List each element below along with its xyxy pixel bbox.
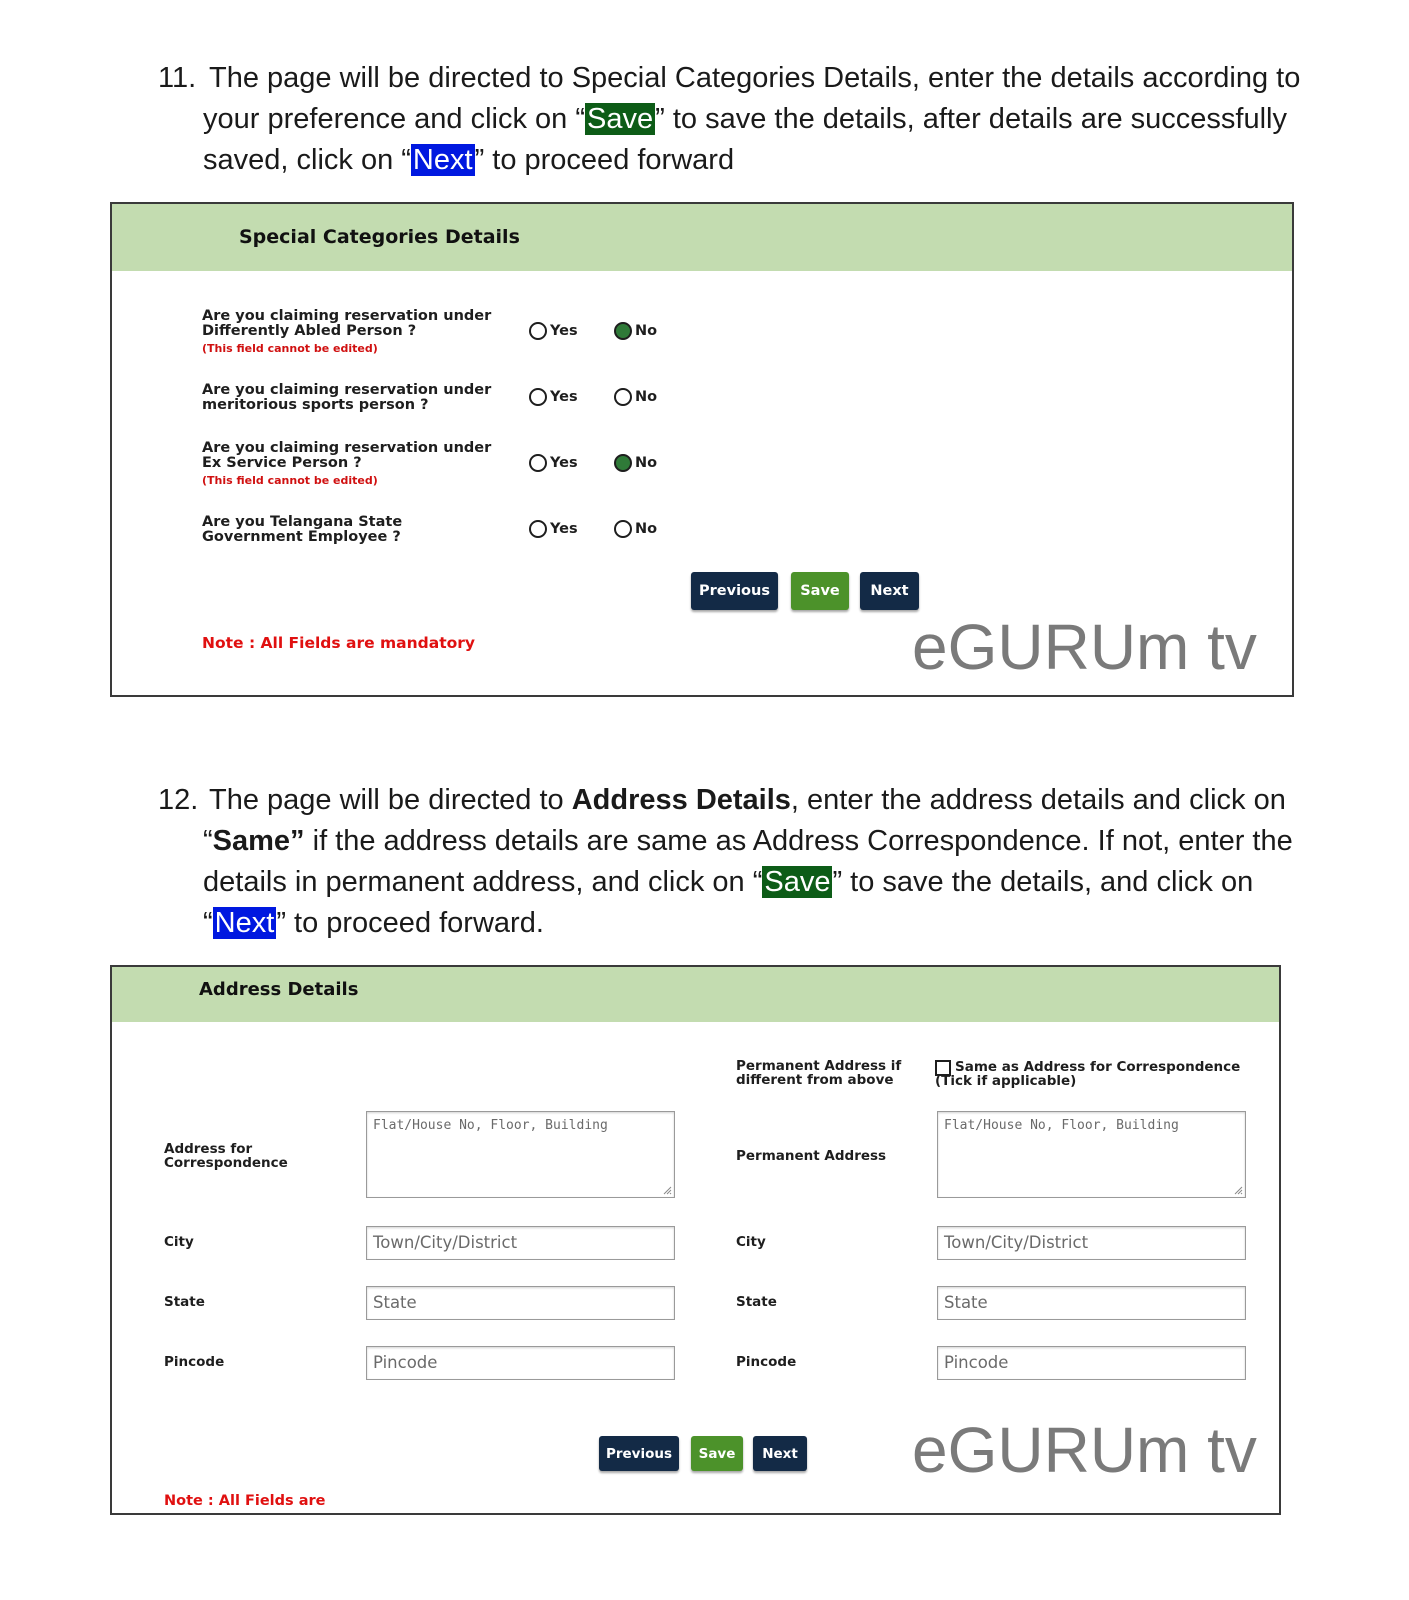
radio-label: No <box>635 323 658 339</box>
question-text: Are you claiming reservation under <box>202 308 492 324</box>
city-label: City <box>164 1234 194 1250</box>
label-text: Permanent Address if <box>736 1058 902 1074</box>
radio-circle-icon <box>529 322 547 340</box>
instruction-line <box>209 780 1286 821</box>
placeholder-text: Flat/House No, Floor, Building <box>944 1118 1179 1133</box>
save-highlight: Save <box>587 103 654 135</box>
question-text: Are you claiming reservation under <box>202 382 492 398</box>
question-govt-employee <box>202 515 502 545</box>
question-sports-person <box>202 383 502 413</box>
question-text: meritorious sports person ? <box>202 397 429 413</box>
question-text: Differently Abled Person ? <box>202 323 417 339</box>
instruction-text: ” to proceed forward <box>474 144 735 176</box>
address-details-panel <box>110 965 1281 1515</box>
previous-button[interactable]: Previous <box>599 1436 679 1471</box>
radio-circle-icon <box>614 520 632 538</box>
instruction-bold: Same” <box>212 825 305 857</box>
save-highlight: Save <box>764 866 831 898</box>
radio-circle-icon <box>529 520 547 538</box>
radio-no[interactable] <box>614 454 657 472</box>
instruction-text: “ <box>203 825 213 857</box>
city-label: City <box>736 1234 766 1250</box>
question-text: Government Employee ? <box>202 529 401 545</box>
placeholder-text: Flat/House No, Floor, Building <box>373 1118 608 1133</box>
instruction-line <box>203 99 1287 140</box>
panel-title: Address Details <box>199 979 359 1000</box>
state-label: State <box>164 1294 205 1310</box>
step-number: 12. <box>158 784 199 816</box>
instruction-text: ” to save the details, after details are successfully <box>655 103 1287 135</box>
instruction-text: details in permanent address, and click on “ <box>203 866 763 898</box>
instruction-text: your preference and click on “ <box>203 103 586 135</box>
pincode-label: Pincode <box>736 1354 797 1370</box>
readonly-hint: (This field cannot be edited) <box>202 474 378 487</box>
radio-yes[interactable] <box>529 322 578 340</box>
label-text: Same as Address for Correspondence <box>955 1059 1241 1075</box>
correspondence-address-textarea[interactable] <box>366 1111 675 1198</box>
permanent-pincode-input[interactable]: Pincode <box>937 1346 1246 1380</box>
mandatory-note: Note : All Fields are <box>164 1493 326 1509</box>
step-12-instructions <box>158 780 1298 950</box>
instruction-line <box>203 903 544 944</box>
instruction-bold: Address Details <box>571 784 791 816</box>
correspondence-label <box>164 1142 288 1170</box>
permanent-address-textarea[interactable] <box>937 1111 1246 1198</box>
same-address-label <box>935 1060 1240 1088</box>
radio-no[interactable] <box>614 322 657 340</box>
instruction-text: if the address details are same as Address Correspondence. If not, enter the <box>304 825 1293 857</box>
radio-circle-icon <box>614 454 632 472</box>
question-text: Ex Service Person ? <box>202 455 362 471</box>
radio-circle-icon <box>529 388 547 406</box>
radio-label: No <box>635 389 658 405</box>
instruction-text: “ <box>203 907 213 939</box>
next-highlight: Next <box>412 144 473 176</box>
permanent-if-different-label <box>736 1059 901 1087</box>
instruction-text: ” to save the details, and click on <box>832 866 1254 898</box>
save-button[interactable]: Save <box>691 1436 743 1471</box>
instruction-line <box>203 862 1253 903</box>
mandatory-note: Note : All Fields are mandatory <box>202 634 476 652</box>
radio-yes[interactable] <box>529 454 578 472</box>
permanent-city-input[interactable]: Town/City/District <box>937 1226 1246 1260</box>
special-categories-panel <box>110 202 1294 697</box>
instruction-text: The page will be directed to <box>209 784 572 816</box>
radio-label: Yes <box>550 521 578 537</box>
radio-no[interactable] <box>614 520 657 538</box>
radio-no[interactable] <box>614 388 657 406</box>
watermark: eGURUm tv <box>912 1414 1257 1486</box>
state-input[interactable]: State <box>366 1286 675 1320</box>
city-input[interactable]: Town/City/District <box>366 1226 675 1260</box>
radio-label: No <box>635 455 658 471</box>
step-number: 11. <box>158 62 197 94</box>
radio-yes[interactable] <box>529 388 578 406</box>
permanent-address-label: Permanent Address <box>736 1148 887 1164</box>
question-differently-abled <box>202 309 502 356</box>
instruction-line <box>203 821 1293 862</box>
radio-label: Yes <box>550 389 578 405</box>
permanent-state-input[interactable]: State <box>937 1286 1246 1320</box>
label-text: different from above <box>736 1072 894 1088</box>
instruction-text: , enter the address details and click on <box>790 784 1286 816</box>
previous-button[interactable]: Previous <box>691 572 778 610</box>
step-11-instructions <box>158 58 1301 188</box>
next-button[interactable]: Next <box>860 572 919 610</box>
next-button[interactable]: Next <box>753 1436 807 1471</box>
pincode-input[interactable]: Pincode <box>366 1346 675 1380</box>
pincode-label: Pincode <box>164 1354 225 1370</box>
instruction-text: ” to proceed forward. <box>276 907 544 939</box>
label-text: Address for <box>164 1141 253 1157</box>
resize-grip-icon[interactable] <box>663 1186 672 1195</box>
question-text: Are you Telangana State <box>202 514 403 530</box>
panel-title: Special Categories Details <box>239 226 520 248</box>
state-label: State <box>736 1294 777 1310</box>
radio-yes[interactable] <box>529 520 578 538</box>
instruction-text: saved, click on “ <box>203 144 411 176</box>
radio-label: No <box>635 521 658 537</box>
resize-grip-icon[interactable] <box>1234 1186 1243 1195</box>
next-highlight: Next <box>214 907 275 939</box>
watermark: eGURUm tv <box>912 611 1257 683</box>
save-button[interactable]: Save <box>791 572 849 610</box>
radio-circle-icon <box>614 388 632 406</box>
question-text: Are you claiming reservation under <box>202 440 492 456</box>
radio-circle-icon <box>614 322 632 340</box>
instruction-line <box>203 140 734 181</box>
radio-label: Yes <box>550 323 578 339</box>
radio-circle-icon <box>529 454 547 472</box>
readonly-hint: (This field cannot be edited) <box>202 342 378 355</box>
radio-label: Yes <box>550 455 578 471</box>
question-ex-service <box>202 441 502 488</box>
label-text: (Tick if applicable) <box>935 1073 1077 1089</box>
label-text: Correspondence <box>164 1155 288 1171</box>
instruction-line: The page will be directed to Special Categories Details, enter the details according to <box>209 62 1301 94</box>
